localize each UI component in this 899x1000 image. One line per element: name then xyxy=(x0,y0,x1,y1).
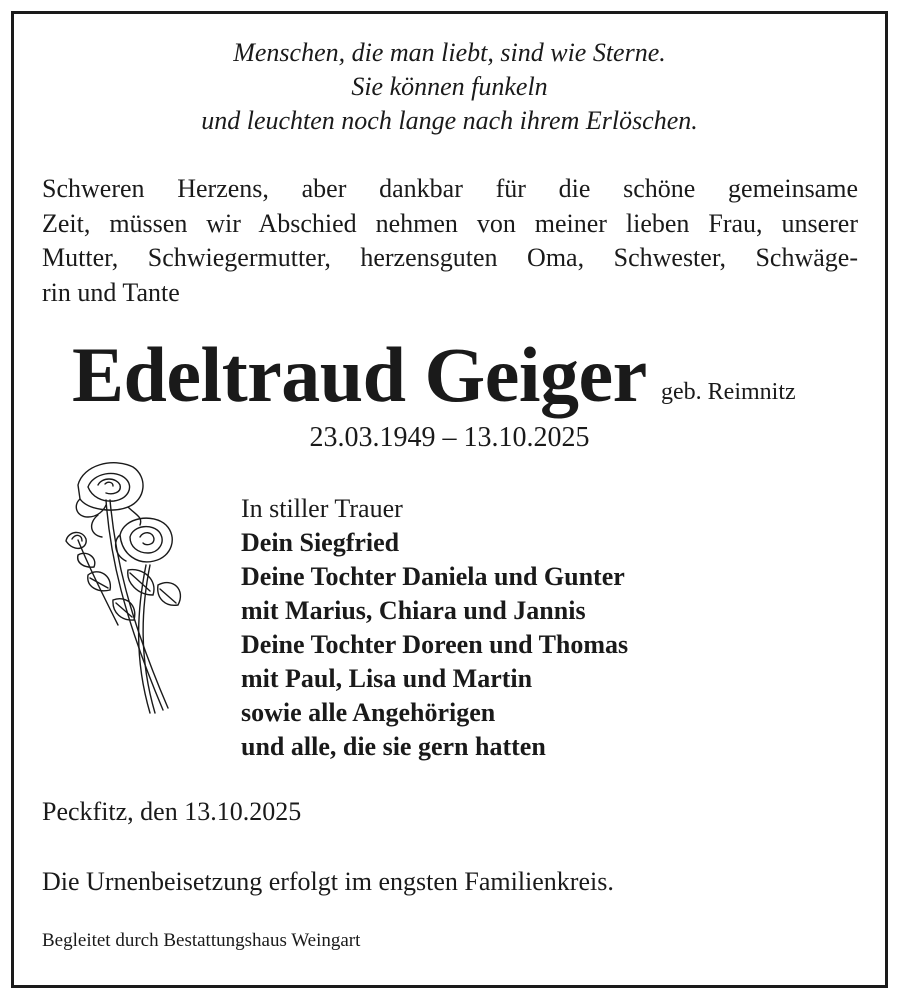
intro-text xyxy=(42,172,858,310)
undertaker-credit: Begleitet durch Bestattungshaus Weingart xyxy=(42,930,361,951)
mourners-block xyxy=(241,492,628,764)
mourner-line: mit Paul, Lisa und Martin xyxy=(241,664,533,693)
poem-line-1: Menschen, die man liebt, sind wie Sterne. xyxy=(233,38,666,67)
burial-note: Die Urnenbeisetzung erfolgt im engsten Familienkreis. xyxy=(42,867,614,896)
mourner-line: mit Marius, Chiara und Jannis xyxy=(241,596,586,625)
intro-line-2: Zeit, müssen wir Abschied nehmen von meiner lieben Frau, unserer xyxy=(42,208,858,238)
intro-line-1: Schweren Herzens, aber dankbar für die schöne gemeinsame xyxy=(42,174,858,203)
place-date: Peckfitz, den 13.10.2025 xyxy=(42,797,302,826)
mourners-heading: In stiller Trauer xyxy=(241,494,403,523)
mourner-line: Deine Tochter Daniela und Gunter xyxy=(241,562,625,591)
life-dates: 23.03.1949 – 13.10.2025 xyxy=(309,422,590,453)
deceased-name: Edeltraud Geiger xyxy=(72,331,647,418)
birth-name: geb. Reimnitz xyxy=(661,379,796,405)
intro-line-3: Mutter, Schwiegermutter, herzensguten Oma, Schwester, Schwäge- xyxy=(42,243,858,272)
poem-line-3: und leuchten noch lange nach ihrem Erlöschen. xyxy=(201,106,698,135)
intro-line-4: rin und Tante xyxy=(42,277,180,307)
mourner-line: sowie alle Angehörigen xyxy=(241,698,496,727)
poem-line-2: Sie können funkeln xyxy=(351,72,548,101)
mourner-line: Dein Siegfried xyxy=(241,528,400,557)
mourner-line: und alle, die sie gern hatten xyxy=(241,732,546,761)
mourner-line: Deine Tochter Doreen und Thomas xyxy=(241,630,629,659)
roses-icon xyxy=(58,455,193,720)
